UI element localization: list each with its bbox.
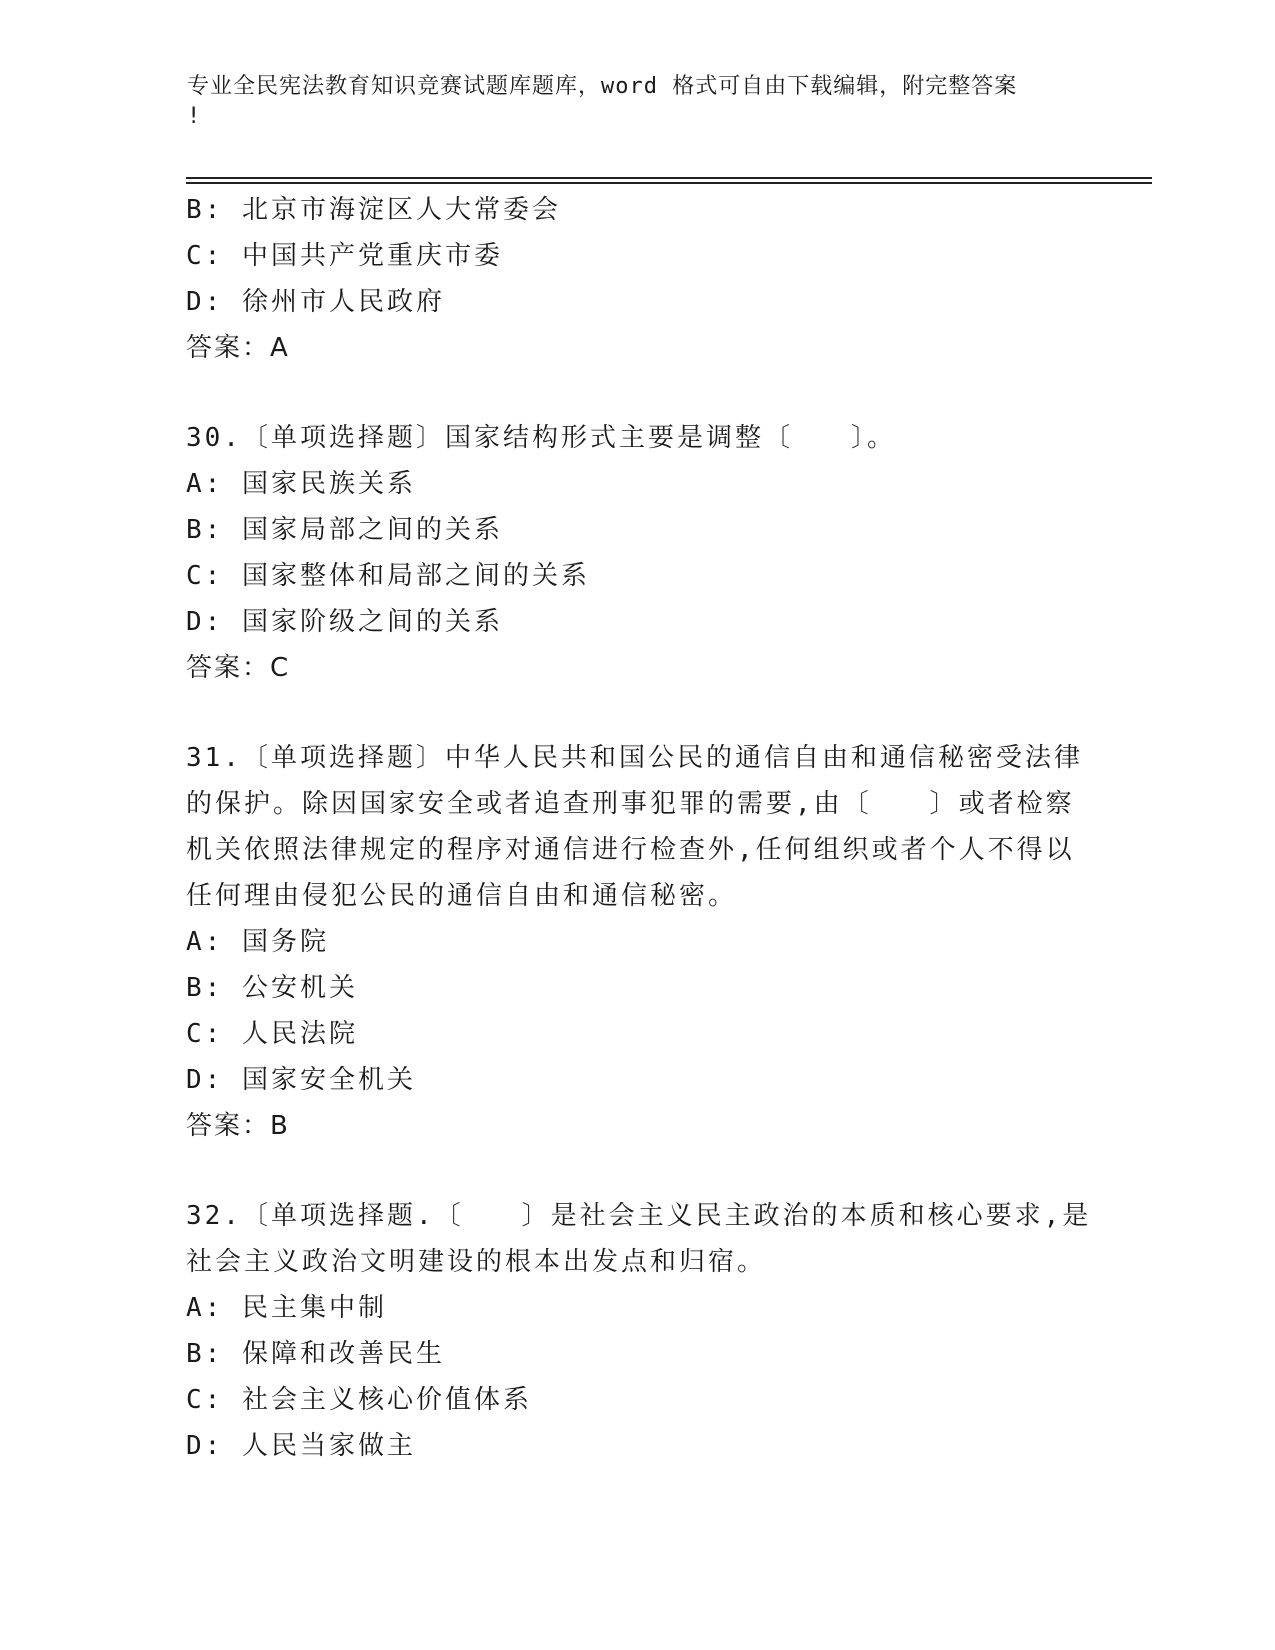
header-title: 专业全民宪法教育知识竞赛试题库题库，word 格式可自由下载编辑，附完整答案 — [187, 74, 1018, 99]
option-c: C: 社会主义核心价值体系 — [186, 1385, 532, 1415]
document-header — [187, 72, 1087, 132]
answer-line: 答案：B — [186, 1111, 290, 1141]
header-rule-bottom — [186, 182, 1152, 184]
option-d: D: 国家安全机关 — [186, 1065, 416, 1095]
question-block-30 — [186, 415, 1086, 691]
question-block-31 — [186, 735, 1086, 1149]
option-a: A: 国家民族关系 — [186, 469, 416, 499]
question-text-line-2: 社会主义政治文明建设的根本出发点和归宿。 — [186, 1247, 767, 1277]
question-text-line-1: 31.〔单项选择题〕中华人民共和国公民的通信自由和通信秘密受法律 — [186, 743, 1083, 773]
question-block-32 — [186, 1193, 1092, 1469]
answer-line: 答案：A — [186, 333, 290, 363]
question-text-line-3: 机关依照法律规定的程序对通信进行检查外,任何组织或者个人不得以 — [186, 835, 1075, 865]
option-c: C: 中国共产党重庆市委 — [186, 241, 503, 271]
header-rule-top — [186, 177, 1152, 179]
option-b: B: 国家局部之间的关系 — [186, 515, 503, 545]
option-c: C: 人民法院 — [186, 1019, 358, 1049]
question-text: 30.〔单项选择题〕国家结构形式主要是调整〔 〕。 — [186, 423, 896, 453]
option-b: B: 保障和改善民生 — [186, 1339, 445, 1369]
option-d: D: 国家阶级之间的关系 — [186, 607, 503, 637]
question-block-29 — [186, 187, 1086, 371]
question-list — [186, 187, 1092, 1469]
option-a: A: 国务院 — [186, 927, 329, 957]
option-c: C: 国家整体和局部之间的关系 — [186, 561, 590, 591]
question-text-line-1: 32.〔单项选择题.〔 〕是社会主义民主政治的本质和核心要求,是 — [186, 1201, 1092, 1231]
option-a: A: 民主集中制 — [186, 1293, 387, 1323]
option-b: B: 北京市海淀区人大常委会 — [186, 195, 561, 225]
question-text-line-4: 任何理由侵犯公民的通信自由和通信秘密。 — [186, 881, 738, 911]
header-title-continuation: ! — [187, 104, 202, 129]
option-d: D: 徐州市人民政府 — [186, 287, 445, 317]
option-b: B: 公安机关 — [186, 973, 358, 1003]
option-d: D: 人民当家做主 — [186, 1431, 416, 1461]
answer-line: 答案：C — [186, 653, 291, 683]
question-text-line-2: 的保护。除因国家安全或者追查刑事犯罪的需要,由〔 〕或者检察 — [186, 789, 1075, 819]
